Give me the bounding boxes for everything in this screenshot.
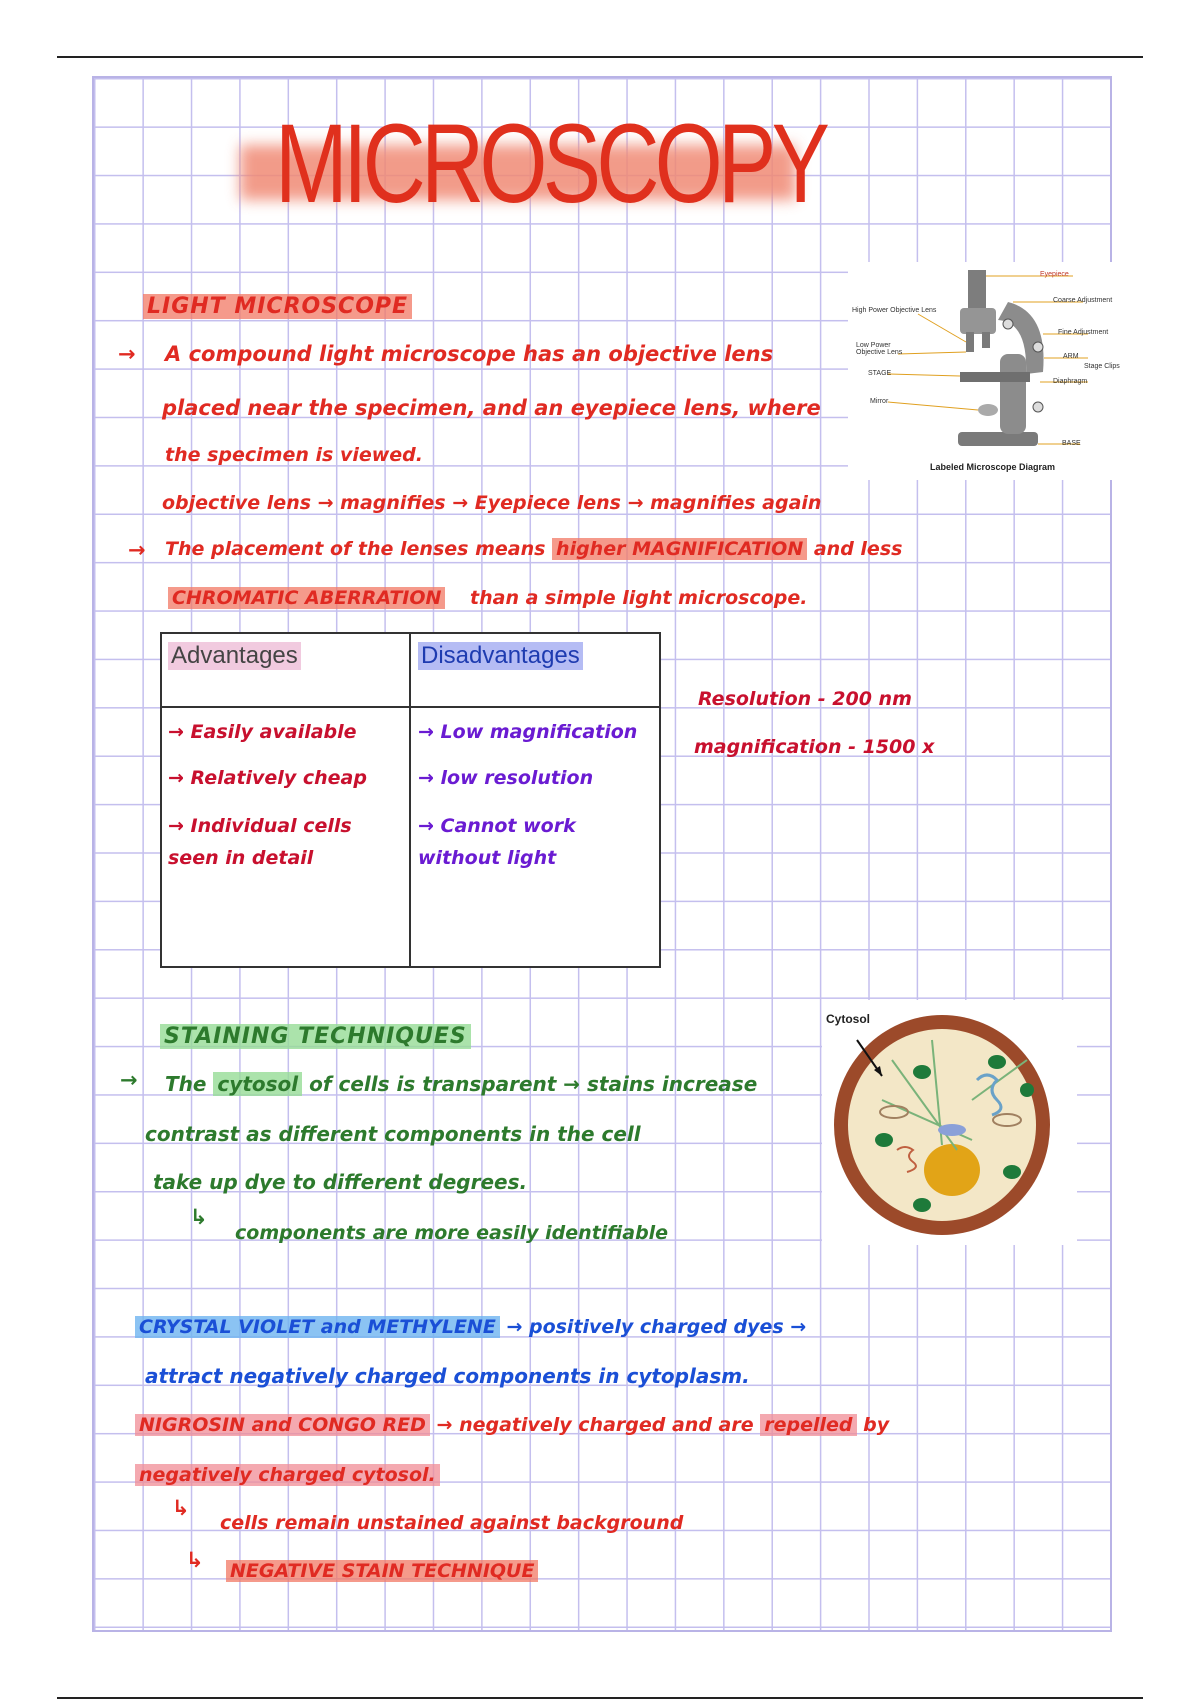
disadvantage-item: → low resolution [418, 767, 594, 789]
by-text: by [863, 1414, 890, 1436]
lens-flow-line: objective lens → magnifies → Eyepiece lens → magnifies again [162, 492, 822, 514]
plant-cell-icon [822, 1000, 1077, 1245]
staining-text-rest: of cells is transparent → stains increase [309, 1072, 758, 1096]
staining-text-the: The [165, 1072, 207, 1096]
label-fine-adjustment: Fine Adjustment [1058, 329, 1109, 336]
microscope-diagram [848, 262, 1138, 480]
advantages-table [160, 632, 661, 968]
label-diaphragm: Diaphragm [1053, 378, 1088, 385]
dyes-line1 [135, 1316, 806, 1338]
staining-line1 [165, 1072, 757, 1096]
sub-arrow-icon: ↳ [172, 1496, 190, 1520]
magnification-note: magnification - 1500 x [694, 736, 935, 758]
sub-arrow-icon: ↳ [186, 1548, 204, 1572]
disadvantage-item: → Cannot work without light [418, 815, 576, 869]
label-stage: STAGE [868, 370, 892, 377]
higher-magnification-highlight: higher MAGNIFICATION [552, 538, 807, 560]
table-header-divider [162, 706, 659, 708]
cytosol-negative-highlight: negatively charged cytosol. [135, 1464, 440, 1486]
advantage-item: → Individual cells seen in detail [168, 815, 352, 869]
arrow-icon: → [118, 342, 136, 366]
label-eyepiece: Eyepiece [1040, 271, 1069, 278]
cell-diagram [822, 1000, 1077, 1245]
cytosol-label: Cytosol [826, 1012, 871, 1026]
arrow-icon: → [128, 538, 146, 562]
chromatic-aberration-highlight: CHROMATIC ABERRATION [168, 587, 445, 609]
nigrosin-highlight: NIGROSIN and CONGO RED [135, 1414, 430, 1436]
sub-arrow-icon: ↳ [190, 1205, 208, 1229]
dyes-line2: attract negatively charged components in cytoplasm. [145, 1364, 750, 1388]
light-heading-text: LIGHT MICROSCOPE [143, 294, 412, 319]
para2-text-b: and less [813, 538, 903, 560]
disadvantage-item: → Low magnification [418, 721, 638, 743]
label-base: BASE [1062, 440, 1081, 447]
header-disadvantages: Disadvantages [418, 642, 583, 670]
dyes-line3 [135, 1414, 889, 1436]
dyes-line6 [226, 1560, 538, 1582]
label-mirror: Mirror [870, 398, 889, 405]
dyes-line5: cells remain unstained against background [220, 1512, 684, 1534]
repelled-highlight: repelled [760, 1414, 856, 1436]
light-para1-line3: the specimen is viewed. [165, 444, 423, 466]
staining-heading [160, 1024, 471, 1049]
page-title: MICROSCOPY [275, 101, 826, 226]
advantage-item: → Relatively cheap [168, 767, 367, 789]
label-stage-clips: Stage Clips [1084, 363, 1120, 370]
light-para2-line2 [168, 587, 807, 609]
diagram-caption: Labeled Microscope Diagram [930, 462, 1056, 472]
staining-line2: contrast as different components in the cell [145, 1122, 641, 1146]
staining-heading-text: STAINING TECHNIQUES [160, 1024, 471, 1049]
header-advantages: Advantages [168, 642, 301, 670]
label-high-power-objective: High Power Objective Lens [852, 307, 937, 314]
resolution-note: Resolution - 200 nm [698, 688, 912, 710]
label-low-power-objective: Low Power Objective Lens [856, 342, 903, 356]
light-para1-line2: placed near the specimen, and an eyepiece lens, where [162, 396, 821, 420]
microscope-icon [848, 262, 1138, 462]
positively-charged-text: → positively charged dyes → [506, 1316, 807, 1338]
label-coarse-adjustment: Coarse Adjustment [1053, 297, 1113, 304]
light-para2-line1 [165, 538, 902, 560]
para2-text-c: than a simple light microscope. [470, 587, 808, 609]
bottom-rule [57, 1697, 1143, 1699]
staining-line3: take up dye to different degrees. [153, 1170, 528, 1194]
light-microscope-heading [143, 294, 412, 319]
dyes-line4 [135, 1464, 440, 1486]
label-arm: ARM [1063, 353, 1079, 360]
para2-text-a: The placement of the lenses means [165, 538, 546, 560]
crystal-violet-highlight: CRYSTAL VIOLET and METHYLENE [135, 1316, 500, 1338]
staining-line4: components are more easily identifiable [235, 1222, 669, 1244]
cytosol-highlight: cytosol [213, 1072, 302, 1096]
negatively-charged-text: → negatively charged and are [436, 1414, 754, 1436]
arrow-icon: → [120, 1068, 138, 1092]
advantage-item: → Easily available [168, 721, 357, 743]
light-para1-line1: A compound light microscope has an objective lens [165, 342, 774, 366]
top-rule [57, 56, 1143, 58]
table-column-divider [409, 634, 411, 966]
negative-stain-highlight: NEGATIVE STAIN TECHNIQUE [226, 1560, 538, 1582]
